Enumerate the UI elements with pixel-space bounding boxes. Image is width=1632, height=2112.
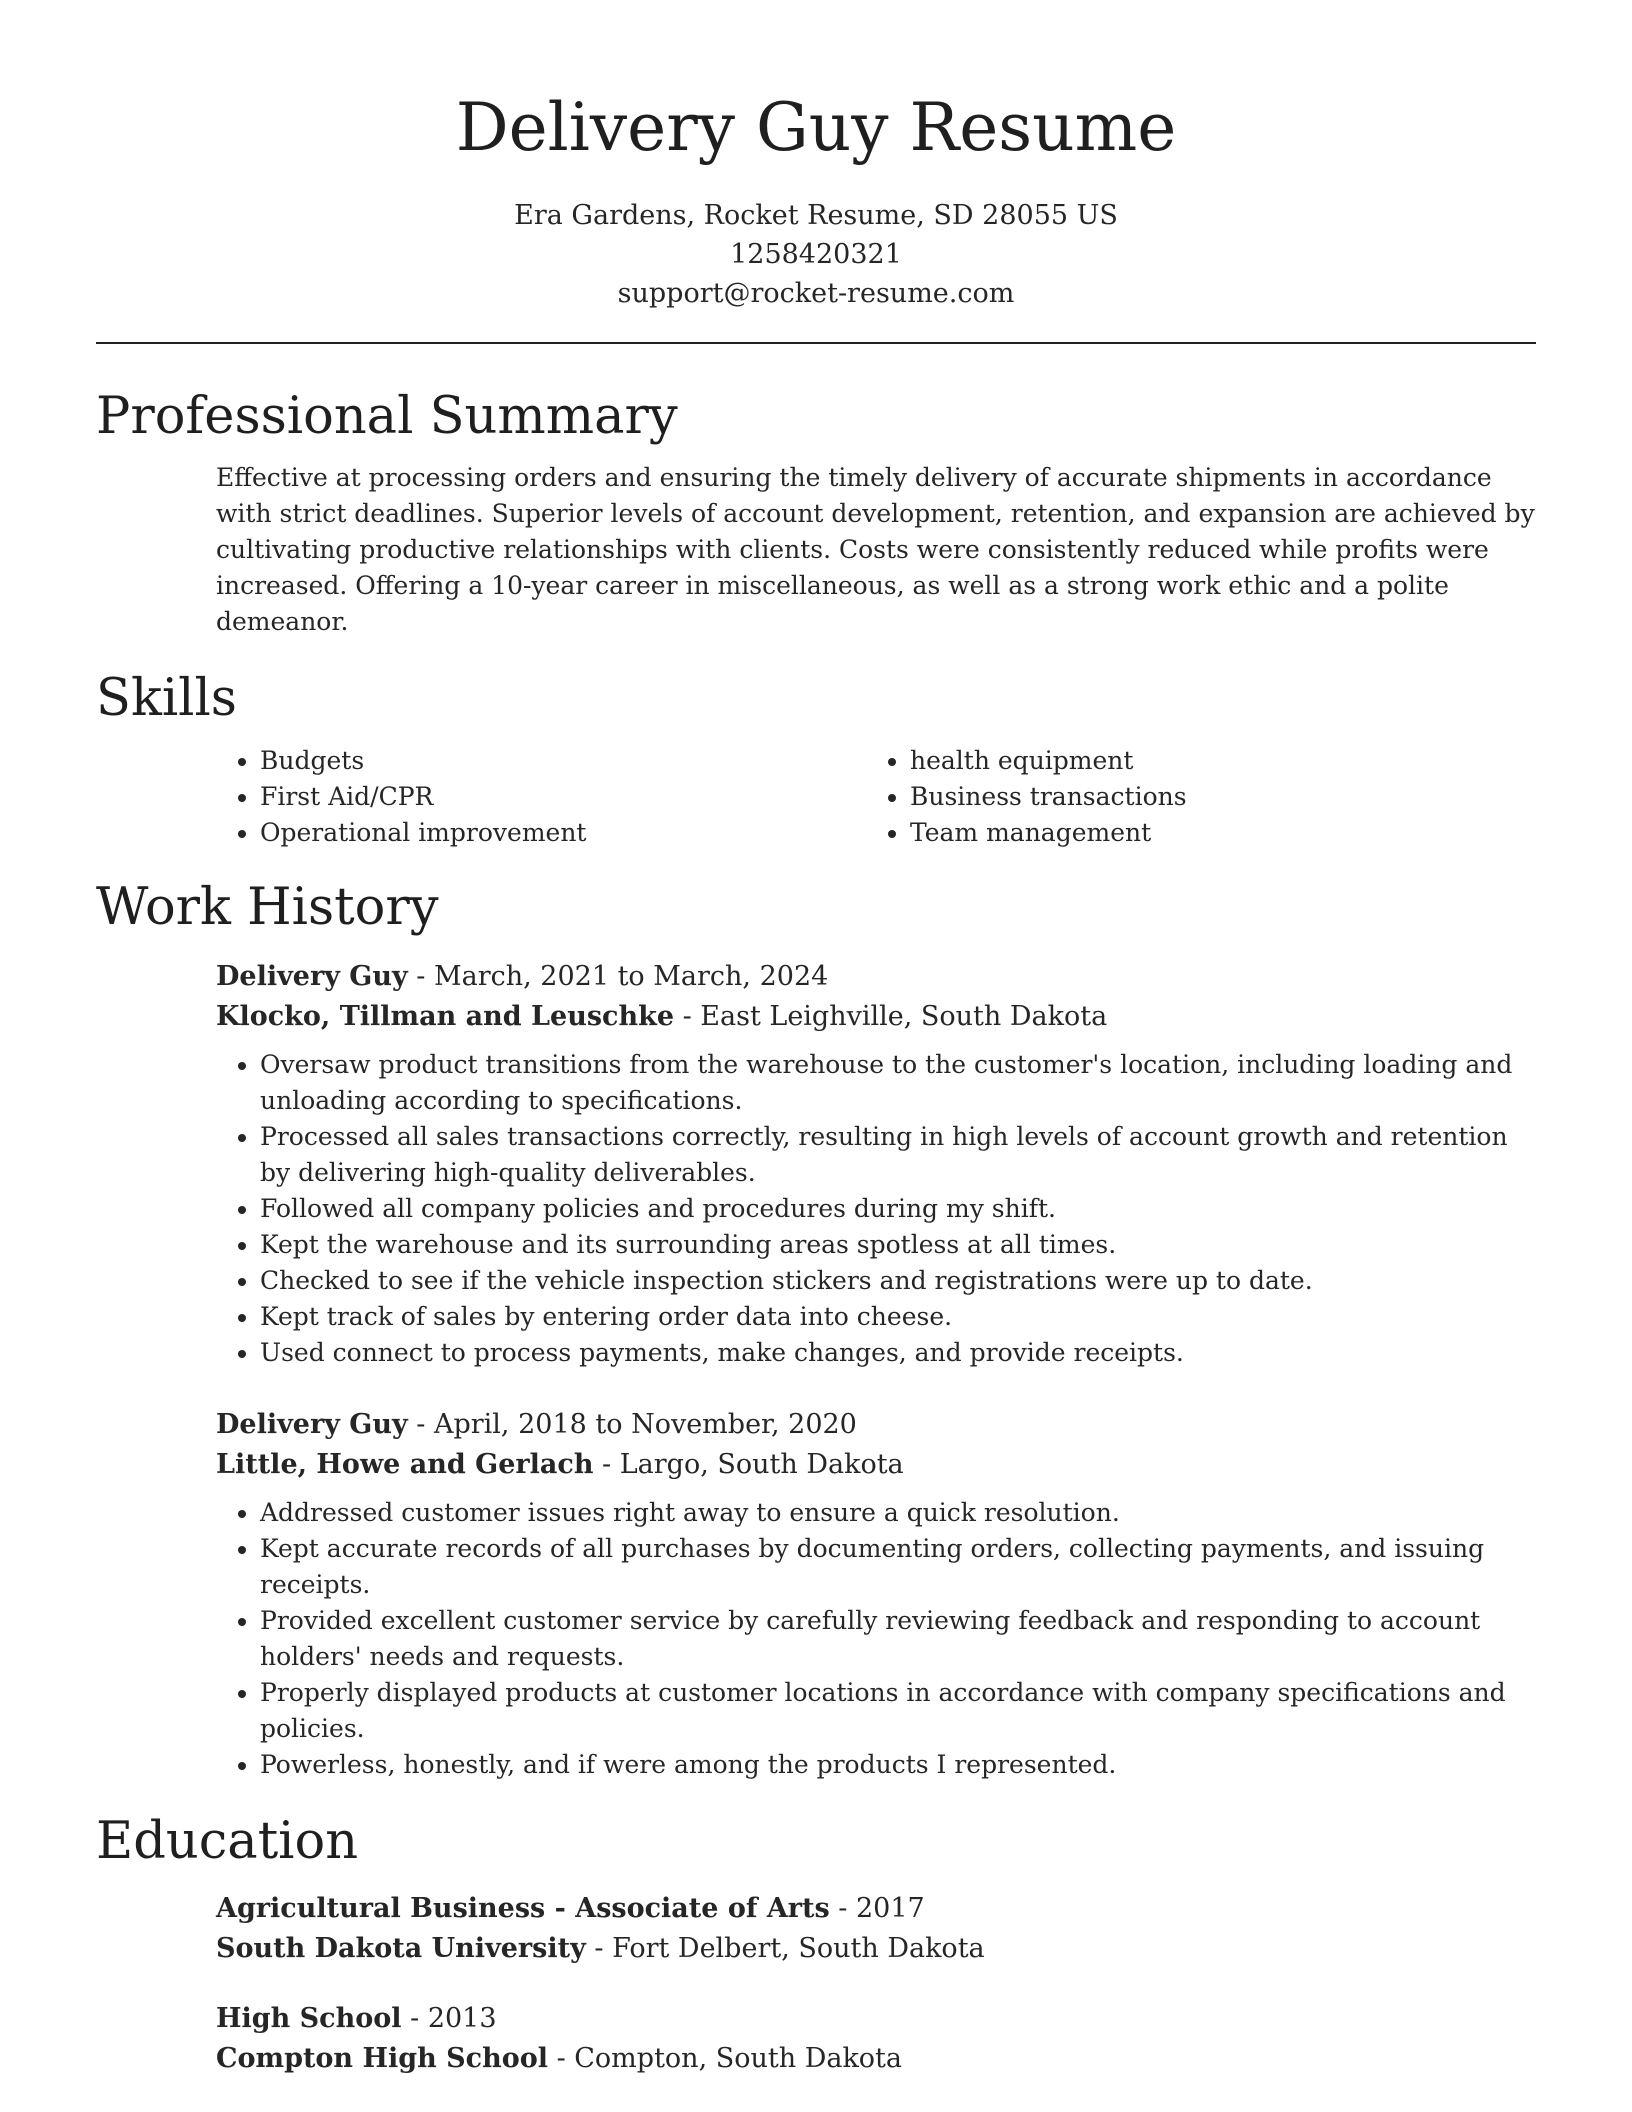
job-bullet: • Kept accurate records of all purchases by documenting orders, collecting payments, and issuing receipts.	[260, 1531, 1536, 1603]
job-bullet: • Properly displayed products at customer locations in accordance with company specifications and policies.	[260, 1675, 1536, 1747]
education-section	[96, 1807, 1536, 2079]
education-year: - 2017	[829, 1893, 925, 1924]
skill-item: • Operational improvement	[260, 815, 866, 851]
education-degree-line	[216, 1999, 1536, 2039]
education-degree: High School	[216, 2003, 402, 2034]
contact-address: Era Gardens, Rocket Resume, SD 28055 US	[514, 200, 1118, 231]
skills-list	[96, 743, 1536, 851]
contact-email: support@rocket-resume.com	[617, 278, 1015, 309]
job-bullet: • Followed all company policies and procedures during my shift.	[260, 1191, 1536, 1227]
summary-text: Effective at processing orders and ensuring the timely delivery of accurate shipments in accordance with strict deadlines. Superior levels of account development, retention, and expansion are achieved by cultivating productive relationships with clients. Costs were consistently reduced while profits were increased. Offering a 10-year career in miscellaneous, as well as a strong work ethic and a polite demeanor.	[216, 463, 1535, 636]
job-location: - Largo, South Dakota	[593, 1449, 904, 1480]
job-bullets	[216, 1495, 1536, 1783]
skill-item: • First Aid/CPR	[260, 779, 866, 815]
education-school-line	[216, 1929, 1536, 1969]
job-bullet: • Powerless, honestly, and if were among the products I represented.	[260, 1747, 1536, 1783]
resume-title: Delivery Guy Resume	[455, 89, 1177, 166]
skills-column-right	[866, 743, 1187, 851]
job-dates: - April, 2018 to November, 2020	[407, 1409, 857, 1440]
education-year: - 2013	[401, 2003, 497, 2034]
contact-block	[96, 196, 1536, 313]
education-location: - Fort Delbert, South Dakota	[585, 1933, 985, 1964]
job-title-line	[216, 957, 1536, 997]
skill-item: • Business transactions	[910, 779, 1187, 815]
education-heading: Education	[96, 1812, 359, 1871]
job-bullet: • Provided excellent customer service by carefully reviewing feedback and responding to account holders' needs and requests.	[260, 1603, 1536, 1675]
education-location: - Compton, South Dakota	[547, 2043, 903, 2074]
work-history-section	[96, 873, 1536, 1783]
resume-header	[96, 76, 1536, 313]
job-location: - East Leighville, South Dakota	[674, 1001, 1108, 1032]
skill-item: • health equipment	[910, 743, 1187, 779]
job-bullet: • Oversaw product transitions from the warehouse to the customer's location, including loading and unloading according to specifications.	[260, 1047, 1536, 1119]
education-degree: Agricultural Business - Associate of Arts	[216, 1893, 830, 1924]
skills-heading: Skills	[96, 669, 237, 728]
job-company: Little, Howe and Gerlach	[216, 1449, 594, 1480]
job-bullet: • Kept track of sales by entering order data into cheese.	[260, 1299, 1536, 1335]
summary-heading: Professional Summary	[96, 387, 678, 446]
education-school: South Dakota University	[216, 1933, 586, 1964]
job-bullet: • Processed all sales transactions correctly, resulting in high levels of account growth and retention by delivering high-quality deliverables.	[260, 1119, 1536, 1191]
education-school-line	[216, 2039, 1536, 2079]
skill-item: • Budgets	[260, 743, 866, 779]
job-bullets	[216, 1047, 1536, 1371]
job-title: Delivery Guy	[216, 1409, 408, 1440]
education-entry	[216, 1889, 1536, 1969]
education-school: Compton High School	[216, 2043, 548, 2074]
contact-phone: 1258420321	[730, 239, 902, 270]
skill-item: • Team management	[910, 815, 1187, 851]
job-title: Delivery Guy	[216, 961, 408, 992]
job-company: Klocko, Tillman and Leuschke	[216, 1001, 674, 1032]
job-entry	[216, 957, 1536, 1371]
job-company-line	[216, 1445, 1536, 1485]
work-history-heading: Work History	[96, 878, 439, 937]
job-bullet: • Checked to see if the vehicle inspection stickers and registrations were up to date.	[260, 1263, 1536, 1299]
job-dates: - March, 2021 to March, 2024	[407, 961, 829, 992]
job-bullet: • Used connect to process payments, make changes, and provide receipts.	[260, 1335, 1536, 1371]
job-company-line	[216, 997, 1536, 1037]
skills-column-left	[216, 743, 866, 851]
job-entry	[216, 1405, 1536, 1783]
header-divider	[96, 342, 1536, 344]
job-bullet: • Addressed customer issues right away to ensure a quick resolution.	[260, 1495, 1536, 1531]
job-title-line	[216, 1405, 1536, 1445]
skills-section	[96, 664, 1536, 851]
education-entry	[216, 1999, 1536, 2079]
education-degree-line	[216, 1889, 1536, 1929]
summary-section	[96, 382, 1536, 640]
job-bullet: • Kept the warehouse and its surrounding areas spotless at all times.	[260, 1227, 1536, 1263]
